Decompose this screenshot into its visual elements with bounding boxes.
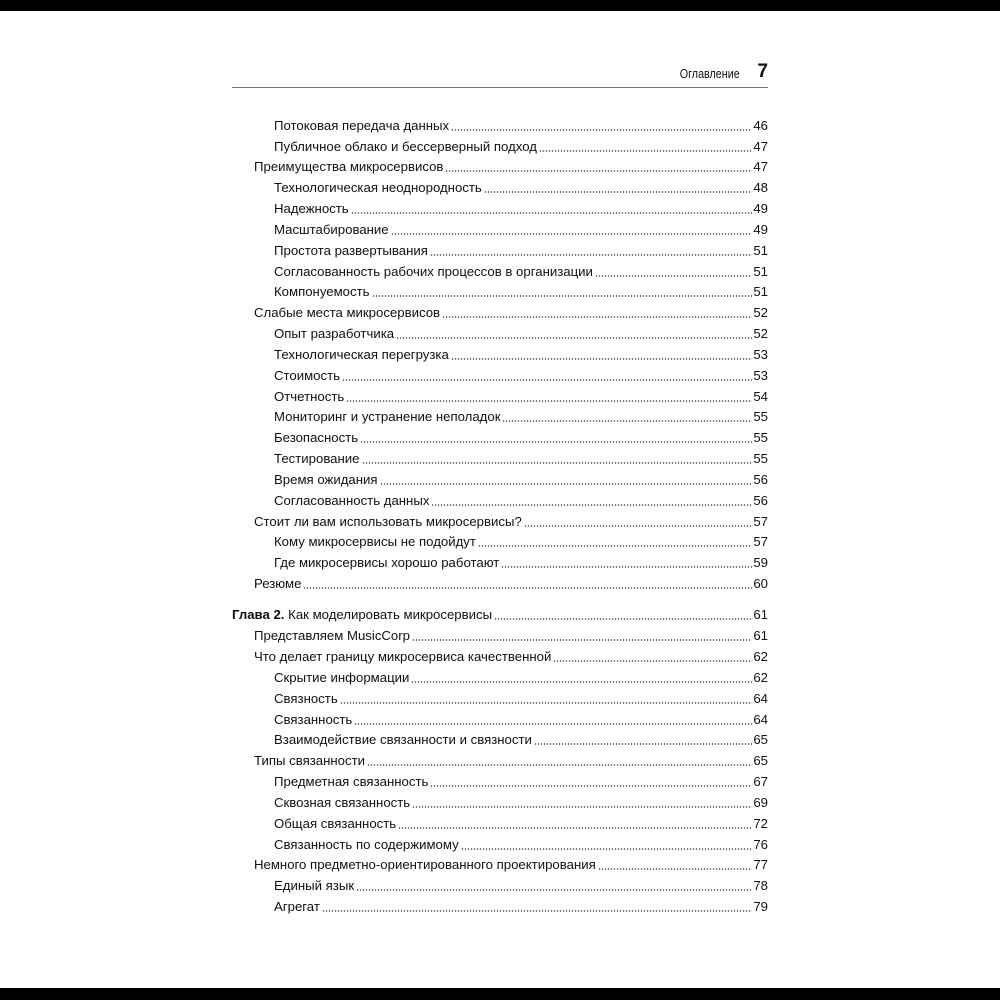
toc-entry[interactable] (274, 407, 768, 427)
toc-entry[interactable] (274, 553, 768, 573)
toc-entry[interactable] (274, 793, 768, 813)
toc-entry-page: 79 (753, 899, 768, 914)
leader-dots (412, 638, 752, 642)
leader-dots (595, 274, 752, 278)
toc-entry-title: Представляем MusicCorp (254, 628, 410, 643)
leader-dots (502, 419, 752, 423)
toc-entry-page: 57 (753, 534, 768, 549)
toc-entry-page: 69 (753, 795, 768, 810)
toc-entry-page: 51 (753, 243, 768, 258)
leader-dots (451, 128, 752, 132)
toc-entry-page: 61 (753, 628, 768, 643)
toc-entry-title: Мониторинг и устранение неполадок (274, 409, 501, 424)
toc-entry-page: 51 (753, 264, 768, 279)
toc-entry-page: 76 (753, 837, 768, 852)
chapter-label: Глава 2. (232, 607, 285, 622)
toc-entry-page: 61 (753, 607, 768, 622)
leader-dots (598, 867, 753, 871)
toc-entry-page: 56 (753, 493, 768, 508)
toc-entry-page: 48 (753, 180, 768, 195)
toc-entry-title: Единый язык (274, 878, 355, 893)
leader-dots (360, 440, 752, 444)
leader-dots (367, 763, 752, 767)
toc-entry-page: 55 (753, 409, 768, 424)
leader-dots (494, 617, 752, 621)
toc-entry-title: Стоит ли вам использовать микросервисы? (254, 514, 522, 529)
leader-dots (524, 524, 753, 528)
toc-entry-page: 54 (753, 389, 768, 404)
leader-dots (553, 659, 752, 663)
toc-entry-title: Масштабирование (274, 222, 389, 237)
toc-entry[interactable] (274, 199, 768, 219)
leader-dots (430, 253, 752, 257)
leader-dots (431, 503, 752, 507)
toc-entry-title: Агрегат (274, 899, 320, 914)
leader-dots (445, 169, 752, 173)
toc-entry[interactable] (274, 262, 768, 282)
toc-entry[interactable] (274, 449, 768, 469)
page-header (232, 58, 768, 84)
leader-dots (430, 784, 752, 788)
toc-entry-title: Компонуемость (274, 284, 370, 299)
toc-entry[interactable] (274, 710, 768, 730)
toc-entry-page: 51 (753, 284, 768, 299)
leader-dots (342, 378, 752, 382)
toc-entry-page: 53 (753, 347, 768, 362)
toc-entry-page: 53 (753, 368, 768, 383)
toc-entry-title: Связанность по содержимому (274, 837, 459, 852)
leader-dots (322, 909, 752, 913)
header-rule (232, 87, 768, 88)
page-number: 7 (757, 61, 768, 82)
toc-entry[interactable] (254, 647, 768, 667)
toc-entry-title: Где микросервисы хорошо работают (274, 555, 500, 570)
toc-entry-page: 56 (753, 472, 768, 487)
leader-dots (356, 888, 752, 892)
toc-entry-page: 49 (753, 222, 768, 237)
toc-entry-page: 78 (753, 878, 768, 893)
leader-dots (380, 482, 753, 486)
leader-dots (534, 742, 752, 746)
toc-entry[interactable] (274, 470, 768, 490)
toc-entry-title: Типы связанности (254, 753, 365, 768)
leader-dots (391, 232, 753, 236)
toc-entry-title: Согласованность данных (274, 493, 430, 508)
toc-entry-page: 49 (753, 201, 768, 216)
toc-entry[interactable] (254, 157, 768, 177)
toc-entry[interactable] (254, 574, 768, 594)
leader-dots (398, 826, 752, 830)
toc-entry[interactable] (274, 282, 768, 302)
toc-entry[interactable] (274, 814, 768, 834)
toc-entry-title: Опыт разработчика (274, 326, 395, 341)
toc-entry[interactable] (274, 668, 768, 688)
toc-entry[interactable] (254, 512, 768, 532)
chapter-title: Как моделировать микросервисы (288, 607, 493, 622)
leader-dots (484, 190, 753, 194)
running-title: Оглавление (679, 67, 740, 81)
scan-border-bottom (0, 988, 1000, 1000)
toc-entry[interactable] (274, 428, 768, 448)
toc-entry[interactable] (274, 491, 768, 511)
leader-dots (303, 586, 752, 590)
toc-entry-title: Безопасность (274, 430, 359, 445)
toc-entry[interactable] (274, 366, 768, 386)
toc-entry-page: 60 (753, 576, 768, 591)
toc-entry-page: 62 (753, 670, 768, 685)
leader-dots (442, 315, 752, 319)
toc-entry-page: 47 (753, 159, 768, 174)
toc-entry-page: 55 (753, 451, 768, 466)
toc-entry[interactable] (274, 178, 768, 198)
toc-entry-title: Согласованность рабочих процессов в организации (274, 264, 593, 279)
toc-entry-title: Сквозная связанность (274, 795, 411, 810)
leader-dots (346, 399, 752, 403)
leader-dots (354, 722, 752, 726)
toc-entry-page: 57 (753, 514, 768, 529)
toc-entry-title: Преимущества микросервисов (254, 159, 444, 174)
toc-entry-page: 77 (753, 857, 768, 872)
leader-dots (362, 461, 753, 465)
leader-dots (451, 357, 753, 361)
toc-entry-title: Связность (274, 691, 338, 706)
toc-entry-page: 59 (753, 555, 768, 570)
toc-entry-page: 55 (753, 430, 768, 445)
toc-entry[interactable] (274, 324, 768, 344)
toc-entry-page: 67 (753, 774, 768, 789)
scan-border-top (0, 0, 1000, 11)
toc-entry[interactable] (274, 532, 768, 552)
leader-dots (539, 149, 752, 153)
toc-entry-title: Потоковая передача данных (274, 118, 450, 133)
toc-entry-page: 65 (753, 753, 768, 768)
leader-dots (340, 701, 753, 705)
toc-entry-page: 72 (753, 816, 768, 831)
toc-entry[interactable] (274, 835, 768, 855)
toc-entry-title: Предметная связанность (274, 774, 429, 789)
toc-entry[interactable] (274, 137, 768, 157)
toc-chapter-entry[interactable] (232, 605, 768, 625)
toc-entry-page: 62 (753, 649, 768, 664)
leader-dots (396, 336, 752, 340)
toc-entry[interactable] (254, 626, 768, 646)
toc-entry-page: 52 (753, 326, 768, 341)
toc-entry[interactable] (274, 241, 768, 261)
toc-entry-page: 64 (753, 712, 768, 727)
toc-entry-title: Кому микросервисы не подойдут (274, 534, 476, 549)
toc-entry-title: Взаимодействие связанности и связности (274, 732, 532, 747)
toc-entry-page: 46 (753, 118, 768, 133)
toc-entry-title: Стоимость (274, 368, 341, 383)
toc-entry-page: 47 (753, 139, 768, 154)
toc-entry-title: Отчетность (274, 389, 345, 404)
toc-entry[interactable] (254, 751, 768, 771)
leader-dots (411, 680, 752, 684)
toc-entry-page: 65 (753, 732, 768, 747)
toc-entry-page: 64 (753, 691, 768, 706)
toc-entry[interactable] (254, 855, 768, 875)
leader-dots (461, 847, 753, 851)
toc-entry-title: Общая связанность (274, 816, 397, 831)
toc-entry-title: Резюме (254, 576, 302, 591)
toc-entry-title: Что делает границу микросервиса качественной (254, 649, 552, 664)
toc-entry-title: Немного предметно-ориентированного проектирования (254, 857, 596, 872)
leader-dots (351, 211, 753, 215)
toc-entry[interactable] (274, 116, 768, 136)
leader-dots (372, 294, 753, 298)
toc-entry-title: Слабые места микросервисов (254, 305, 441, 320)
toc-entry-title: Технологическая неоднородность (274, 180, 482, 195)
toc-entry-page: 52 (753, 305, 768, 320)
toc-entry[interactable] (274, 876, 768, 896)
toc-entry-title: Публичное облако и бессерверный подход (274, 139, 537, 154)
leader-dots (478, 544, 752, 548)
toc-entry-title: Технологическая перегрузка (274, 347, 449, 362)
toc-entry-title: Связанность (274, 712, 353, 727)
toc-entry-title: Надежность (274, 201, 349, 216)
toc-entry[interactable] (274, 730, 768, 750)
toc-entry-title: Простота развертывания (274, 243, 428, 258)
toc-entry-title: Тестирование (274, 451, 360, 466)
toc-entry[interactable] (274, 387, 768, 407)
toc-entry[interactable] (254, 303, 768, 323)
toc-entry[interactable] (274, 772, 768, 792)
toc-entry[interactable] (274, 220, 768, 240)
leader-dots (412, 805, 752, 809)
toc-entry[interactable] (274, 345, 768, 365)
toc-entry[interactable] (274, 897, 768, 917)
toc-entry-title: Время ожидания (274, 472, 378, 487)
toc-entry-title: Скрытие информации (274, 670, 410, 685)
toc-entry-title (232, 605, 492, 625)
toc-entry[interactable] (274, 689, 768, 709)
leader-dots (501, 565, 752, 569)
